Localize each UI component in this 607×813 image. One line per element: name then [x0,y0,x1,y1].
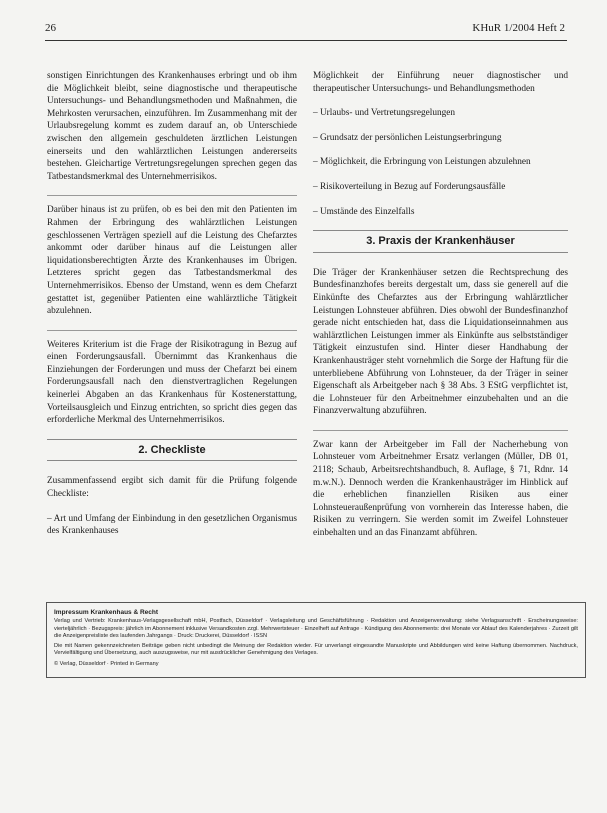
header-rule [45,40,567,41]
separator [313,430,568,431]
section-heading-practice: 3. Praxis der Krankenhäuser [313,230,568,253]
checklist-item: – Risikoverteilung in Bezug auf Forderungsausfälle [313,181,506,192]
imprint-paragraph: Verlag und Vertrieb: Krankenhaus-Verlagsgesellschaft mbH, Postfach, Düsseldorf · Verlagsleitung und Geschäftsführung · Redaktion und Anzeigenverwaltung: siehe Verlagsanschrift · Erscheinungsweise: vierteljährlich · Bezugspreis: jährlich im Abonnement inklusive Versandkosten zzgl. Mehrwertsteuer · Einzelheft auf Anfrage · Kündigung des Abonnements: drei Monate vor Ablauf des Kalenderjahres · Zurzeit gilt die Anzeigenpreisliste des laufenden Jahrgangs · Druck: Druckerei, Düsseldorf · ISSN [54,618,578,639]
left-column [47,70,297,550]
left-paragraph-3: Weiteres Kriterium ist die Frage der Risikotragung in Bezug auf einen Forderungsausfall. Übernimmt das Krankenhaus die Einziehungen der Forderungen und muss der Chefarzt bei einem Forderungsausfall nach den dienstvertraglichen Regelungen keinerlei Abgaben an das Krankenhaus für Kostenerstattung, Vorteilsausgleich und Einzug entrichten, so spricht dies gegen das erforderliche Merkmal des Unternehmerrisikos. [47,339,297,426]
separator [47,330,297,331]
checklist-item: – Urlaubs- und Vertretungsregelungen [313,108,456,119]
imprint-paragraph: Die mit Namen gekennzeichneten Beiträge geben nicht unbedingt die Meinung der Redaktion wieder. Für unverlangt eingesandte Manuskripte und Abbildungen wird keine Haftung übernommen. Nachdruck, Vervielfältigung und Übersetzung, auch auszugsweise, nur mit ausdrücklicher Genehmigung des Verlages. [54,643,578,657]
checklist-item: – Umstände des Einzelfalls [313,206,415,217]
left-paragraph-1: sonstigen Einrichtungen des Krankenhauses erbringt und ob ihm die Möglichkeit bleibt, seine diagnostische und therapeutische Untersuchungs- und Behandlungsmethoden und Maßnahmen, die Mehrkosten verursachen, einzuführen. Im Zusammenhang mit der Urlaubsregelung kommt es zudem darauf an, ob Unterschiede zwischen den allgemein geschuldeten ärztlichen Leistungen einerseits und den wahlärztlichen Leistungen andererseits bestehen. Gleichartige Vertretungsregelungen sprechen gegen das Tatbestandsmerkmal des Unternehmerrisikos. [47,71,297,182]
header-page-number: 26 [45,22,56,34]
imprint-box [46,602,586,678]
left-paragraph-2: Darüber hinaus ist zu prüfen, ob es bei den mit den Patienten im Rahmen der Erbringung des wahlärztlichen Leistungen geschlossenen Verträgen speziell auf die Leistung des Chefarztes ankommt oder darüber hinaus auf die Leistungen aller liquidationsberechtigten Ärzte des Krankenhauses im Übrigen. Letzteres spricht gegen das Tatbestandsmerkmal des Unternehmerrisikos. Ebenso der Umstand, wenn es dem Chefarzt gestattet ist, gegenüber Patienten eine wahlärztliche Tätigkeit abzulehnen. [47,205,297,317]
section-heading-checklist: 2. Checkliste [47,439,297,462]
checklist-item: – Grundsatz der persönlichen Leistungserbringung [313,132,502,143]
imprint-title: Impressum Krankenhaus & Recht [54,609,159,616]
right-intro: Möglichkeit der Einführung neuer diagnostischer und therapeutischer Untersuchungs- und Behandlungsmethoden [313,71,568,94]
right-paragraph-1: Die Träger der Krankenhäuser setzen die Rechtsprechung des Bundesfinanzhofes bereits dergestalt um, dass sie generell auf die Einkünfte des Chefarztes aus der Erbringung wahlärztlicher Leistungen Lohnsteuer abführen. Dies obwohl der Bundesfinanzhof gerade nicht entschieden hat, dass die Liquidationseinnahmen aus wahlärztlichen Leistungen immer als Einkünfte aus selbstständiger Tätigkeit einzustufen sind. Hinter dieser Handhabung der Krankenhausträger steht vornehmlich die Sorge der Haftung für die unterbliebene Abführung von Lohnsteuer, da der Träger in seiner Eigenschaft als Arbeitgeber nach § 38 Abs. 3 EStG verpflichtet ist, die Lohnsteuer für den Arbeitnehmer einzubehalten und an die Finanzverwaltung abzuführen. [313,267,568,417]
separator [47,195,297,196]
imprint-paragraph: © Verlag, Düsseldorf · Printed in Germany [54,660,159,667]
header-journal-title: KHuR 1/2004 Heft 2 [472,22,565,34]
checklist-item: – Möglichkeit, die Erbringung von Leistungen abzulehnen [313,157,531,168]
left-after-section-1: Zusammenfassend ergibt sich damit für die Prüfung folgende Checkliste: [47,476,297,500]
right-column [313,70,568,552]
right-paragraph-2: Zwar kann der Arbeitgeber im Fall der Nacherhebung von Lohnsteuer vom Arbeitnehmer Ersatz verlangen (Müller, DB 01, 2118; Schaub, Arbeitsrechtshandbuch, 8. Auflage, § 71, Rdnr. 14 m.w.N.). Dennoch werden die Krankenhausträger im Hinblick auf die erheblichen finanziellen Risiken aus einer Lohnsteueraußenprüfung von vornherein das Interesse haben, die Risiken zu verringern. Sie werden somit im Zweifel Lohnsteuer einbehalten und an das Finanzamt abführen. [313,439,568,539]
left-after-section-2: – Art und Umfang der Einbindung in den gesetzlichen Organismus des Krankenhauses [47,513,297,537]
